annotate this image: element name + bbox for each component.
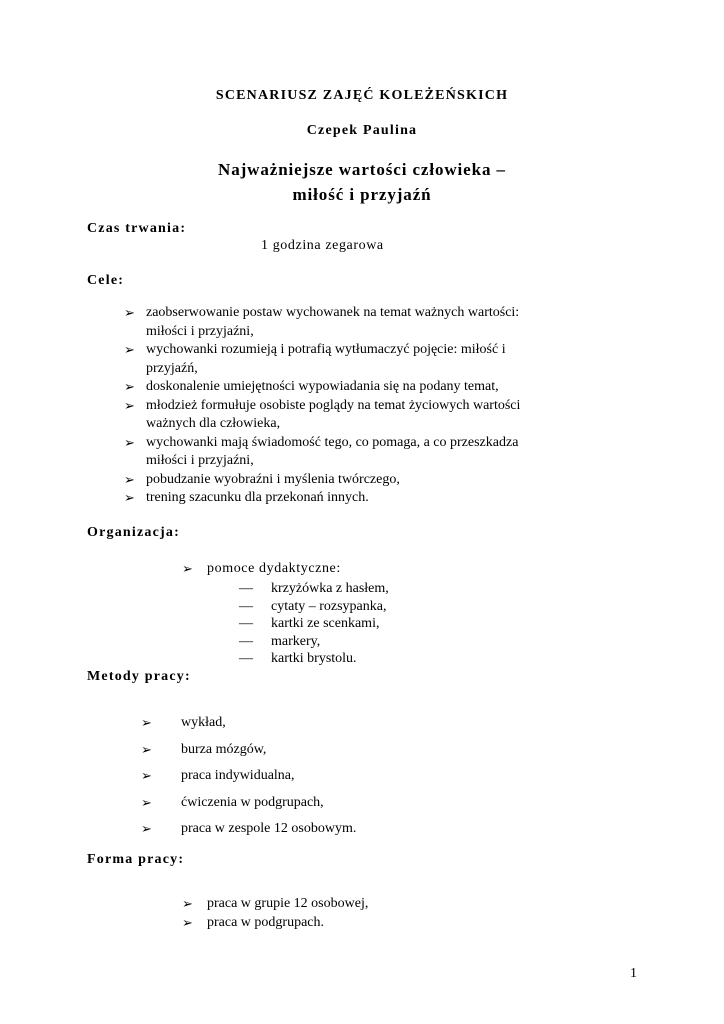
goal-item: [124, 304, 520, 341]
goal-text-line: młodzież formułuje osobiste poglądy na temat życiowych wartości: [146, 397, 521, 413]
topic-title-line-1: Najważniejsze wartości człowieka –: [218, 160, 506, 179]
arrow-bullet-icon: ➢: [182, 896, 193, 911]
goal-text-line: miłości i przyjaźni,: [146, 323, 254, 339]
aids-label: pomoce dydaktyczne:: [207, 561, 341, 576]
aid-item: [239, 633, 389, 651]
form-text: praca w podgrupach.: [207, 915, 325, 930]
arrow-bullet-icon: ➢: [141, 794, 152, 810]
arrow-bullet-icon: ➢: [141, 741, 152, 757]
method-item: [141, 816, 356, 843]
aid-text: cytaty – rozsypanka,: [271, 598, 387, 614]
methods-list: [141, 710, 356, 843]
goal-item: [124, 397, 521, 434]
arrow-bullet-icon: ➢: [124, 490, 135, 505]
aid-text: krzyżówka z hasłem,: [271, 581, 389, 596]
aids-list: [239, 580, 389, 668]
method-item: [141, 710, 356, 737]
arrow-bullet-icon: ➢: [141, 821, 152, 836]
form-text: praca w grupie 12 osobowej,: [207, 896, 369, 911]
aid-text: markery,: [271, 633, 321, 649]
goal-item: [124, 341, 520, 378]
arrow-bullet-icon: ➢: [182, 915, 193, 930]
method-text: wykład,: [181, 715, 226, 730]
topic-title-line-2: miłość i przyjaźń: [292, 185, 432, 204]
arrow-bullet-icon: ➢: [124, 305, 135, 320]
aid-item: [239, 615, 389, 633]
form-item: [182, 894, 368, 913]
dash-bullet: —: [239, 633, 253, 649]
arrow-bullet-icon: ➢: [124, 379, 135, 394]
method-text: praca indywidualna,: [181, 768, 295, 783]
dash-bullet: —: [239, 651, 253, 667]
aid-text: kartki ze scenkami,: [271, 616, 380, 632]
arrow-bullet-icon: ➢: [124, 434, 135, 450]
goals-list: [124, 304, 521, 508]
dash-bullet: —: [239, 616, 253, 632]
arrow-bullet-icon: ➢: [124, 471, 135, 487]
goal-text-line: ważnych dla człowieka,: [146, 416, 281, 431]
goal-text-line: zaobserwowanie postaw wychowanek na temat ważnych wartości:: [146, 305, 520, 320]
aid-item: [239, 650, 389, 668]
method-item: [141, 790, 356, 817]
method-text: burza mózgów,: [181, 741, 267, 757]
method-text: ćwiczenia w podgrupach,: [181, 794, 324, 810]
duration-value: 1 godzina zegarowa: [261, 238, 384, 253]
arrow-bullet-icon: ➢: [182, 561, 194, 576]
arrow-bullet-icon: ➢: [141, 768, 152, 783]
method-item: [141, 763, 356, 790]
goal-item: [124, 378, 520, 397]
forms-label: Forma pracy:: [87, 852, 185, 867]
methods-label: Metody pracy:: [87, 669, 191, 684]
duration-label: Czas trwania:: [87, 221, 187, 236]
goals-label: Cele:: [87, 273, 125, 288]
aid-item: [239, 580, 389, 598]
dash-bullet: —: [239, 581, 253, 596]
goal-item: [124, 434, 520, 471]
goal-item: [124, 471, 520, 490]
forms-list: [182, 894, 368, 932]
method-text: praca w zespole 12 osobowym.: [181, 821, 357, 836]
arrow-bullet-icon: ➢: [124, 342, 135, 357]
dash-bullet: —: [239, 598, 253, 614]
method-item: [141, 737, 356, 764]
goal-item: [124, 489, 520, 508]
goal-text-line: pobudzanie wyobraźni i myślenia twórczego,: [146, 471, 400, 487]
goal-text-line: przyjaźń,: [146, 360, 198, 376]
page-number: 1: [630, 966, 637, 981]
arrow-bullet-icon: ➢: [141, 715, 152, 730]
goal-text-line: trening szacunku dla przekonań innych.: [146, 490, 369, 505]
aid-item: [239, 598, 389, 616]
goal-text-line: wychowanki rozumieją i potrafią wytłumaczyć pojęcie: miłość i: [146, 342, 506, 357]
form-item: [182, 913, 368, 932]
document-header: SCENARIUSZ ZAJĘĆ KOLEŻEŃSKICH: [215, 88, 509, 103]
goal-text-line: wychowanki mają świadomość tego, co pomaga, a co przeszkadza: [146, 434, 519, 450]
goal-text-line: miłości i przyjaźni,: [146, 453, 254, 468]
goal-text-line: doskonalenie umiejętności wypowiadania się na podany temat,: [146, 379, 499, 394]
arrow-bullet-icon: ➢: [124, 397, 135, 413]
author-name: Czepek Paulina: [306, 123, 418, 138]
organization-label: Organizacja:: [87, 525, 180, 540]
aid-text: kartki brystolu.: [271, 651, 357, 667]
